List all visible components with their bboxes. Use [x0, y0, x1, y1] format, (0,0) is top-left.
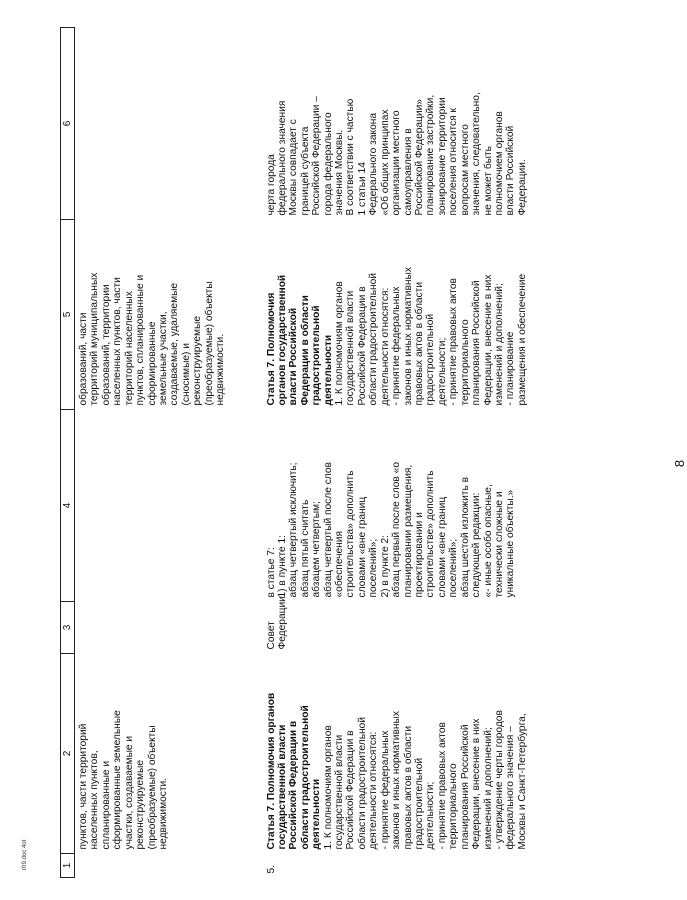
rotated-table-container	[60, 28, 620, 878]
author-cell	[75, 602, 263, 654]
comment-cell	[75, 28, 263, 220]
amendment-cell: в статье 7: 1) в пункте 1: абзац четвертый исключить; абзац пятый считать абзацем четвертым; абзац четвертый после слов «обеспечения строительства» дополнить словами «вне границ поселений»; 2) в пункте 2: абзац первый после слов «о планировании размещения, проектировании и строительстве» дополнить словами «вне границ поселений»; абзац шестой изложить в следующей редакции: «- иные особо опасные, технически сложные и уникальные объекты.»	[265, 462, 517, 598]
current-text-cell	[263, 654, 532, 854]
table-row	[263, 28, 532, 878]
proposed-text-cell: образований, части территорий муниципальных образований, территории населенных пунктов, части территорий населенных пунктов, спланированные и сформированные земельные участки, создаваемые, удаляемые (сносимые) и реконструируемые (преобразуемые) объекты недвижимости.	[78, 272, 227, 406]
amendment-cell	[75, 410, 263, 602]
footer-code: rfr9.doc 4ot	[22, 839, 28, 870]
row-number-cell: 5.	[265, 865, 277, 874]
column-header-1: 1	[61, 854, 75, 878]
amendments-table	[60, 27, 531, 878]
article-body: 1. К полномочиям органов государственной власти Российской Федерации в области градостроительной деятельности относятся: - принятие федеральных законов и иных нормативных правовых актов в области градостроительной деятельности; - принятие правовых актов территориального планирования Российской Федерации, внесение в них изменений и дополнений; - планирование размещения и обеспечение	[334, 267, 528, 406]
column-header-6: 6	[61, 28, 75, 220]
article-body: 1. К полномочиям органов государственной власти Российской Федерации в области градостроительной деятельности относятся: - принятие федеральных законов и иных нормативных правовых актов в области градостроительной деятельности; - принятие правовых актов территориального планирования Российской Федерации, внесение в них изменений и дополнений; - утверждение черты городов федерального значения – Москвы и Санкт-Петербурга,	[322, 710, 528, 850]
column-header-4: 4	[61, 410, 75, 602]
column-header-5: 5	[61, 220, 75, 410]
page-number: 8	[672, 459, 687, 468]
header-row	[61, 28, 75, 878]
row-number-cell	[75, 854, 263, 878]
column-header-3: 3	[61, 602, 75, 654]
column-header-2: 2	[61, 654, 75, 854]
article-heading: Статья 7. Полномочия органов государственной власти Российской Федерации в области градостроительной деятельности	[265, 692, 323, 850]
table-row	[75, 28, 263, 878]
author-cell: Совет Федерации	[265, 596, 288, 650]
article-heading: Статья 7. Полномочия органов государственной власти Российской Федерации в области градостроительной деятельности	[265, 274, 334, 406]
current-text-cell: пунктов, части территорий населенных пунктов, спланированные и сформированные земельные участки, создаваемые и реконструируемые (преобразуемые) объекты недвижимости.	[78, 710, 169, 850]
proposed-text-cell	[263, 220, 532, 410]
comment-cell: черта города федерального значения Москвы совпадает с границей субъекта Российской Федерации – города федерального значения Москвы. В соответствии с частью 1 статьи 14 Федерального закона «Об общих принципах организации местного самоуправления в Российской Федерации» планирование застройки, зонирование территории поселения относится к вопросам местного значения, следовательно, не может быть полномочием органов власти Российской Федерации.	[265, 92, 528, 216]
